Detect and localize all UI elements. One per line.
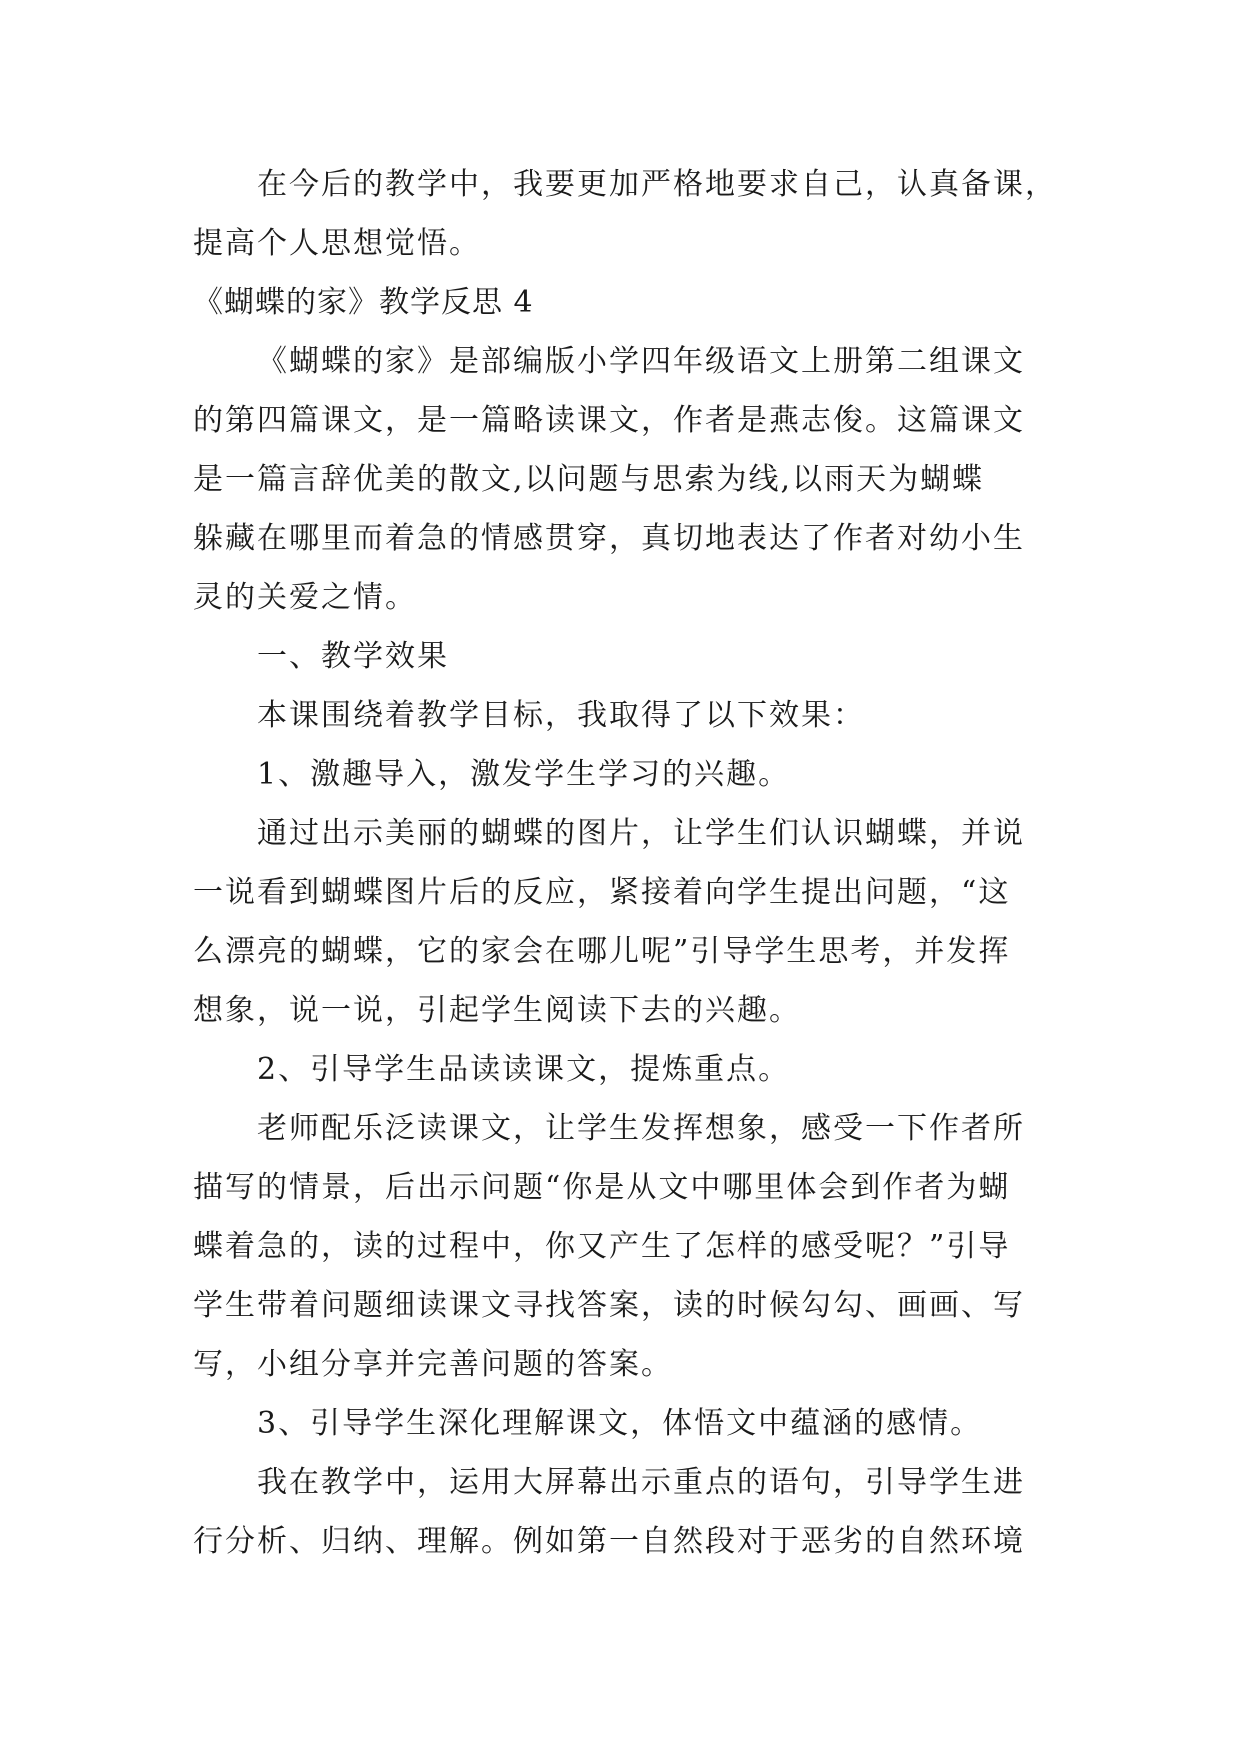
document-body [193, 155, 1057, 1571]
paragraph-line: 躲藏在哪里而着急的情感贯穿，真切地表达了作者对幼小生 [193, 521, 1025, 556]
paragraph-line: 蝶着急的，读的过程中，你又产生了怎样的感受呢？”引导 [193, 1229, 1011, 1264]
paragraph-line: 的第四篇课文，是一篇略读课文，作者是燕志俊。这篇课文 [193, 403, 1025, 438]
subheading: 一、教学效果 [257, 639, 449, 674]
paragraph-line: 想象，说一说，引起学生阅读下去的兴趣。 [193, 993, 801, 1028]
paragraph-line: 本课围绕着教学目标，我取得了以下效果： [257, 698, 865, 733]
numbered-point: 1、激趣导入，激发学生学习的兴趣。 [257, 757, 791, 792]
paragraph-line: 一说看到蝴蝶图片后的反应，紧接着向学生提出问题，“这 [193, 875, 1011, 910]
paragraph-line: 提高个人思想觉悟。 [193, 226, 481, 261]
paragraph-line: 么漂亮的蝴蝶，它的家会在哪儿呢”引导学生思考，并发挥 [193, 934, 1011, 969]
paragraph-line: 我在教学中，运用大屏幕出示重点的语句，引导学生进 [257, 1465, 1025, 1500]
paragraph-line: 《蝴蝶的家》是部编版小学四年级语文上册第二组课文 [257, 344, 1025, 379]
paragraph-line: 是一篇言辞优美的散文,以问题与思索为线,以雨天为蝴蝶 [193, 462, 985, 497]
paragraph-line: 通过出示美丽的蝴蝶的图片，让学生们认识蝴蝶，并说 [257, 816, 1025, 851]
numbered-point: 2、引导学生品读读课文，提炼重点。 [257, 1052, 791, 1087]
paragraph-line: 行分析、归纳、理解。例如第一自然段对于恶劣的自然环境 [193, 1524, 1025, 1559]
paragraph-line: 在今后的教学中，我要更加严格地要求自己，认真备课， [257, 167, 1057, 202]
paragraph-line: 描写的情景，后出示问题“你是从文中哪里体会到作者为蝴 [193, 1170, 1011, 1205]
numbered-point: 3、引导学生深化理解课文，体悟文中蕴涵的感情。 [257, 1406, 983, 1441]
paragraph-line: 老师配乐泛读课文，让学生发挥想象，感受一下作者所 [257, 1111, 1025, 1146]
section-title: 《蝴蝶的家》教学反思 4 [193, 285, 534, 320]
paragraph-line: 灵的关爱之情。 [193, 580, 417, 615]
paragraph-line: 写，小组分享并完善问题的答案。 [193, 1347, 673, 1382]
paragraph-line: 学生带着问题细读课文寻找答案，读的时候勾勾、画画、写 [193, 1288, 1025, 1323]
